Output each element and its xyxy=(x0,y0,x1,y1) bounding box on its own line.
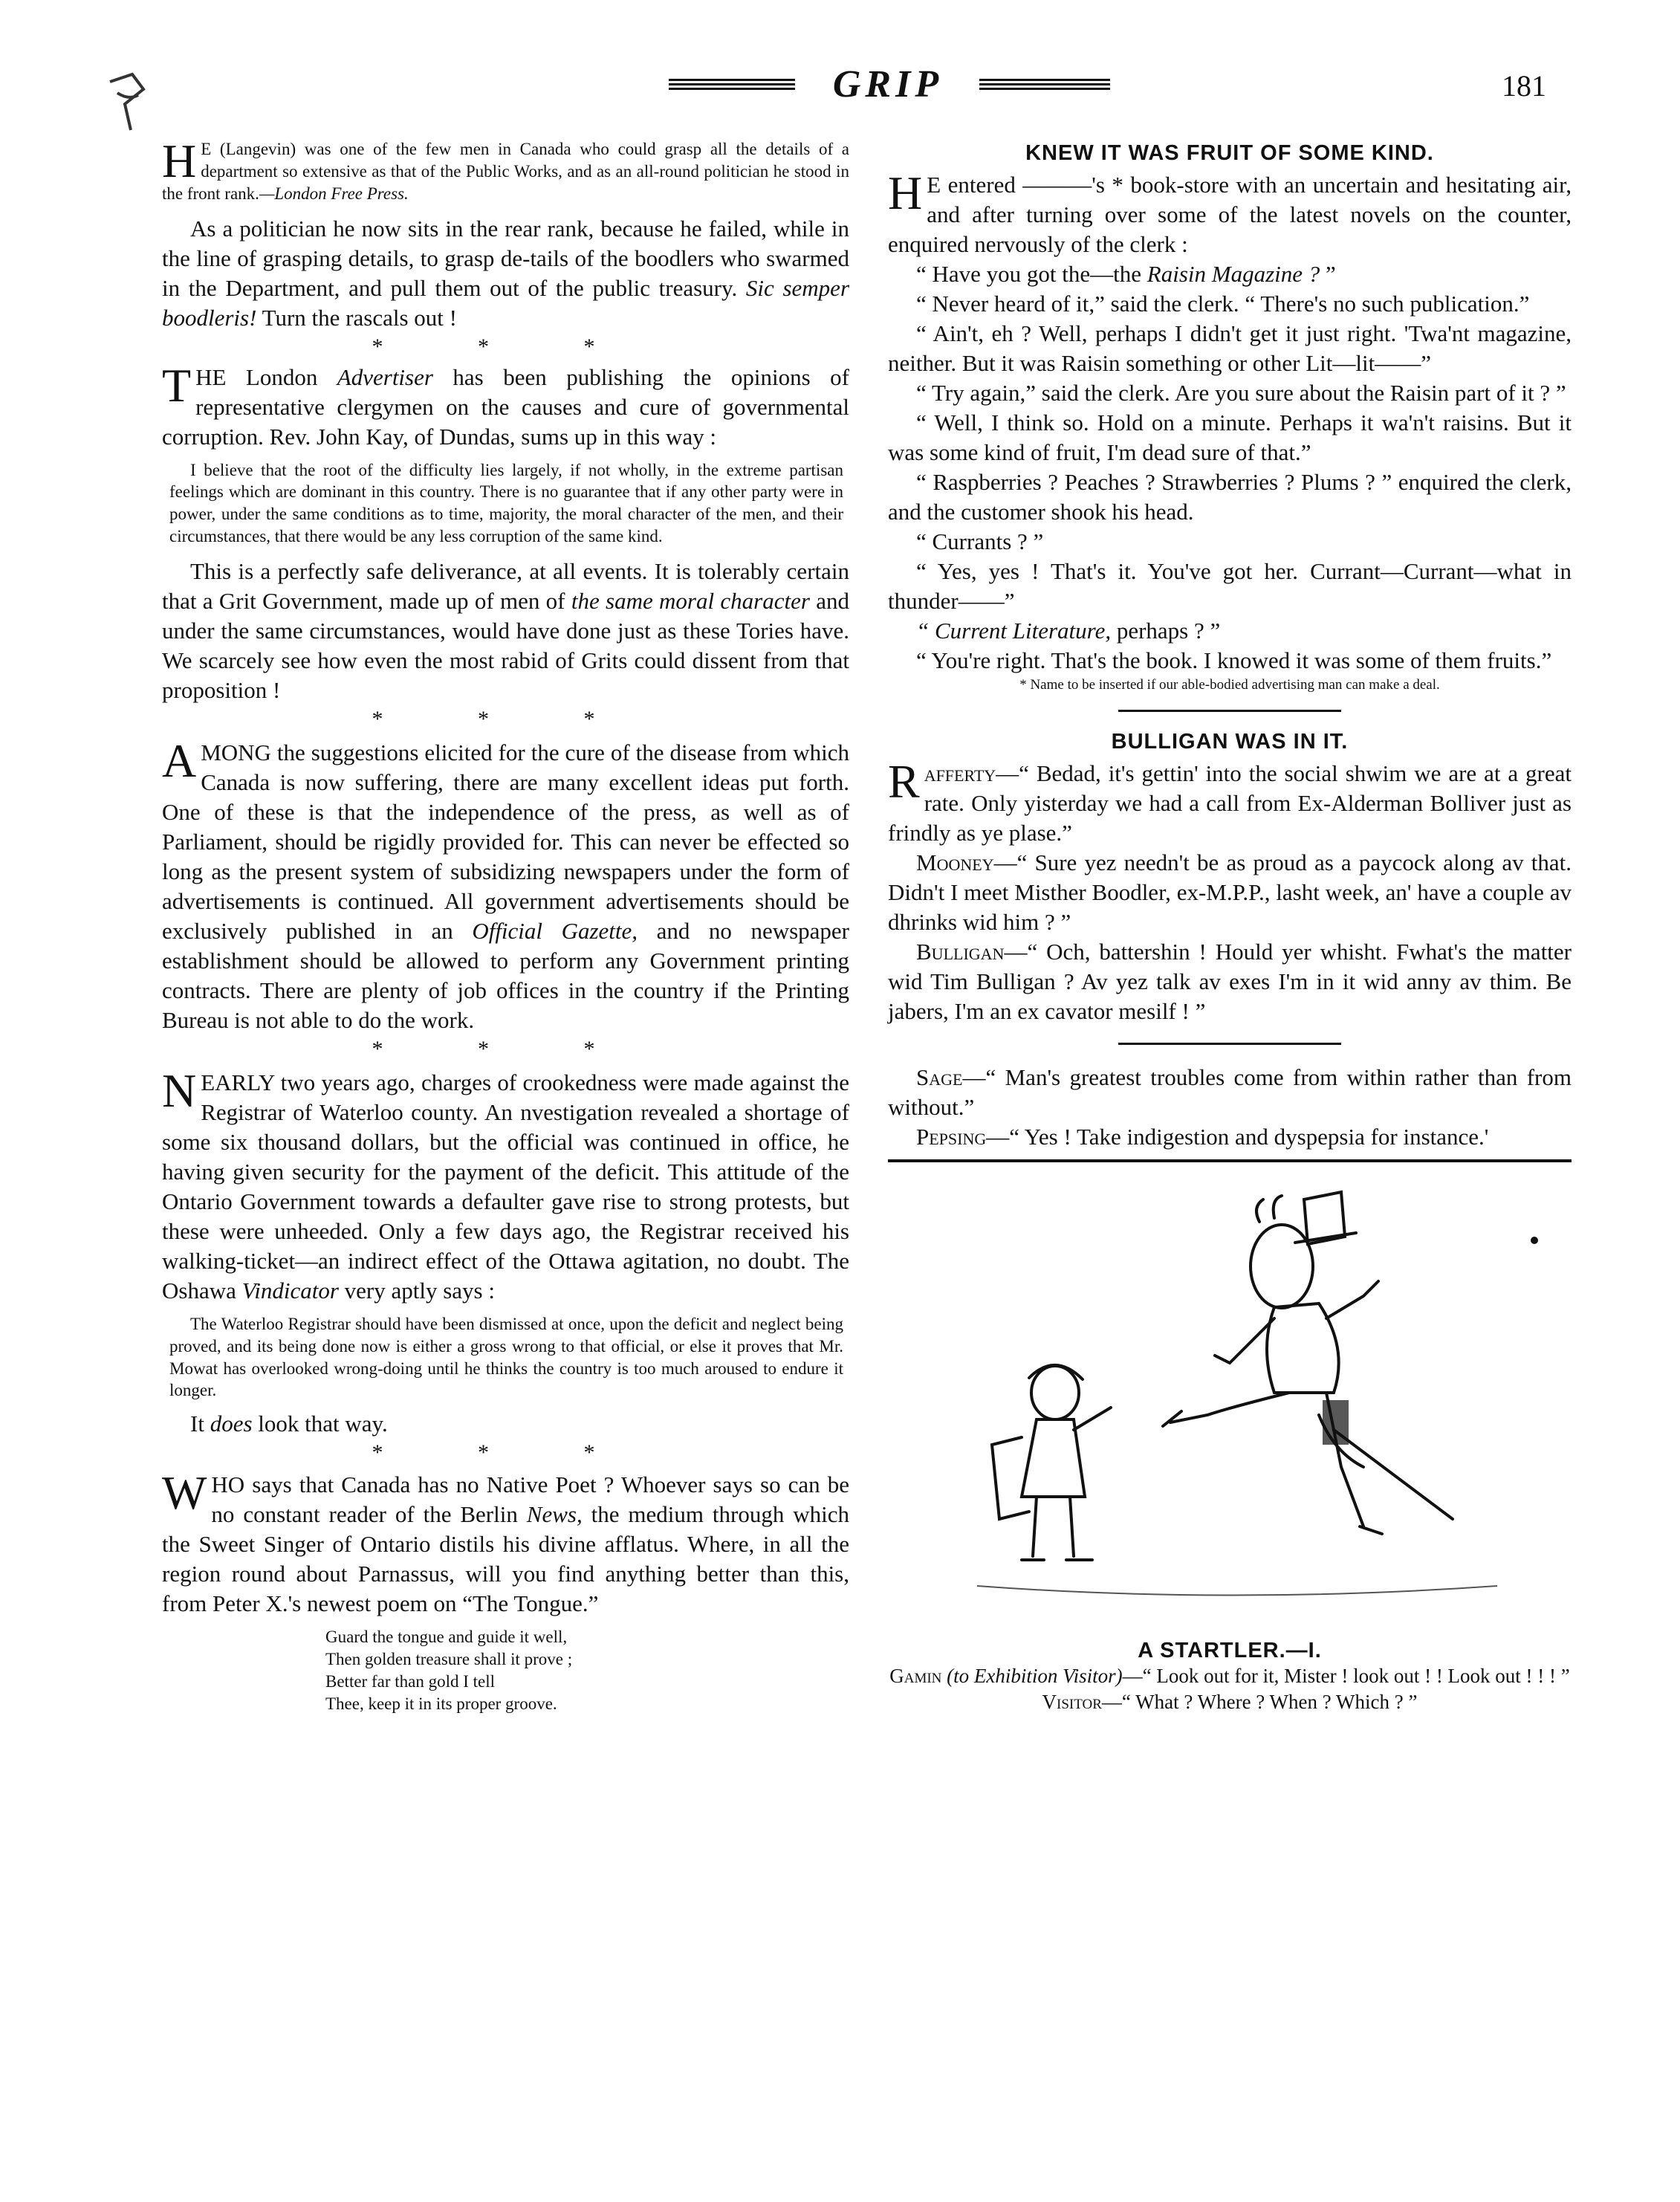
left-column xyxy=(162,135,850,1715)
fruit-story-opening: HE entered ———'s * book-store with an uncertain and hesitating air, and after turning over some of the latest novels on the counter, enquired nervously of the clerk : xyxy=(888,166,1572,257)
corner-mark-icon xyxy=(103,59,162,141)
kay-quote: I believe that the root of the difficulty lies largely, if not wholly, in the extreme partisan feelings which are dominant in this country. There is no guarantee that if any other party were in power, under the same conditions as to time, majority, the moral character of the men, and their circumstances, that there would be any less corruption of the same kind. xyxy=(169,460,843,546)
bulligan-headline: BULLIGAN WAS IN IT. xyxy=(1111,729,1349,754)
section-divider xyxy=(1118,1043,1341,1045)
fruit-story-line: “ Ain't, eh ? Well, perhaps I didn't get it just right. 'Twa'nt magazine, neither. But it was Raisin something or other Lit—lit——” xyxy=(888,320,1572,376)
fruit-story-line: “ Current Literature, perhaps ? ” xyxy=(916,617,1221,644)
poem-line: Then golden treasure shall it prove ; xyxy=(325,1650,573,1669)
section-stars: * * * xyxy=(372,1036,640,1061)
cartoon-caption-gamin: Gamin (to Exhibition Visitor)—“ Look out for it, Mister ! look out ! ! Look out ! ! ! ” xyxy=(889,1664,1570,1687)
footnote: * Name to be inserted if our able-bodied advertising man can make a deal. xyxy=(1019,676,1440,693)
right-column xyxy=(888,138,1572,1715)
cartoon-caption-title: A STARTLER.—I. xyxy=(1138,1638,1322,1662)
section-stars: * * * xyxy=(372,334,640,359)
fruit-headline: KNEW IT WAS FRUIT OF SOME KIND. xyxy=(1025,141,1434,165)
poem-line: Better far than gold I tell xyxy=(325,1672,496,1691)
native-poet-paragraph: WHO says that Canada has no Native Poet ? Whoever says so can be no constant reader of the Berlin News, the medium through which the Sweet Singer of Ontario distils his divine afflatus. Where, in all the region round about Parnassus, will you find anything better than this, from Peter X.'s newest poem on “The Tongue.” xyxy=(162,1466,849,1617)
poem-line: Guard the tongue and guide it well, xyxy=(325,1628,568,1647)
langevin-quote: HE (Langevin) was one of the few men in Canada who could grasp all the details of a department so extensive as that of the Public Works, and as an all-round politician he stood in the front rank.—London Free Press. xyxy=(162,135,849,203)
press-independence-paragraph: AMONG the suggestions elicited for the cure of the disease from which Canada is now suffering, there are many excellent ideas put forth. One of these is that the independence of the press, as well as of Parliament, should be rigidly provided for. This can never be effected so long as the present system of subsidizing newspapers under the form of advertisements is continued. All government advertisements should be exclusively published in an Official Gazette, and no newspaper establishment should be allowed to perform any Government printing contracts. There are plenty of job offices in the country if the Printing Bureau is not able to do the work. xyxy=(162,734,850,1033)
masthead-rule-left xyxy=(669,79,795,92)
cartoon-caption-visitor: Visitor—“ What ? Where ? When ? Which ? ” xyxy=(1042,1690,1418,1713)
masthead-title: GRIP xyxy=(832,63,944,106)
section-divider xyxy=(1118,710,1341,712)
dialogue-mooney: Mooney—“ Sure yez needn't be as proud as a paycock along av that. Didn't I meet Misther Boodler, ex-M.P.P., lasht week, an' have a couple av dhrinks wid him ? ” xyxy=(888,849,1572,935)
advertiser-paragraph: THE London Advertiser has been publishing the opinions of representative clergymen on the causes and cure of governmental corruption. Rev. John Kay, of Dundas, sums up in this way : xyxy=(162,358,849,450)
fruit-story-line: “ You're right. That's the book. I knowed it was some of them fruits.” xyxy=(916,647,1552,673)
fruit-story-line: “ Currants ? ” xyxy=(916,528,1044,554)
dialogue-sage: Sage—“ Man's greatest troubles come from within rather than from without.” xyxy=(888,1063,1572,1120)
page-number: 181 xyxy=(1502,69,1546,103)
dialogue-pepsing: Pepsing—“ Yes ! Take indigestion and dyspepsia for instance.' xyxy=(916,1123,1489,1150)
dialogue-bulligan: Bulligan—“ Och, battershin ! Hould yer whisht. Fwhat's the matter wid Tim Bulligan ? Av yez talk av exes I'm in it wid anny av thim. Be jabers, I'm an ex cavator mesilf ! ” xyxy=(888,938,1572,1024)
masthead-rule-right xyxy=(979,79,1110,92)
fruit-story-line: “ Well, I think so. Hold on a minute. Perhaps it wa'n't raisins. But it was some kind of fruit, I'm dead sure of that.” xyxy=(888,409,1572,465)
that-way-line: It does look that way. xyxy=(190,1411,388,1437)
fruit-story-line: “ Try again,” said the clerk. Are you sure about the Raisin part of it ? ” xyxy=(916,379,1566,406)
fruit-story-line: “ Have you got the—the Raisin Magazine ? ” xyxy=(916,260,1336,287)
section-divider xyxy=(888,1159,1572,1162)
cartoon-illustration xyxy=(888,1170,1572,1631)
vindicator-quote: The Waterloo Registrar should have been dismissed at once, upon the deficit and neglect being proved, and its being done now is either a gross wrong to that official, or else it proves that Mr. Mowat has overlooked wrong-doing until he thinks the country is too much aroused to endure it longer. xyxy=(169,1314,843,1400)
section-stars: * * * xyxy=(372,1440,640,1466)
langevin-comment: As a politician he now sits in the rear rank, because he failed, while in the line of grasping details, to grasp de-tails of the boodlers who swarmed in the Department, and pull them out of the public treasury. Sic semper boodleris! Turn the rascals out ! xyxy=(162,215,850,331)
waterloo-registrar-paragraph: NEARLY two years ago, charges of crookedness were made against the Registrar of Waterloo county. An nvestigation revealed a shortage of some six thousand dollars, but the official was continued in office, he having given security for the payment of the deficit. This attitude of the Ontario Government towards a defaulter gave rise to strong protests, but these were unheeded. Only a few days ago, the Registrar received his walking-ticket—an indirect effect of the Ottawa agitation, no doubt. The Oshawa Vindicator very aptly says : xyxy=(162,1063,849,1304)
poem-line: Thee, keep it in its proper groove. xyxy=(325,1694,557,1713)
dialogue-rafferty: Rafferty—“ Bedad, it's gettin' into the social shwim we are at a great rate. Only yisterday we had a call from Ex-Alderman Bolliver just as frindly as ye plase.” xyxy=(888,754,1572,846)
masthead xyxy=(0,62,1680,107)
fruit-story-line: “ Yes, yes ! That's it. You've got her. Currant—Currant—what in thunder——” xyxy=(888,557,1572,614)
deliverance-paragraph: This is a perfectly safe deliverance, at all events. It is tolerably certain that a Grit Government, made up of men of the same moral character and under the same circumstances, would have done just as these Tories have. We scarcely see how even the most rabid of Grits could dissent from that proposition ! xyxy=(162,558,849,704)
fruit-story-line: “ Never heard of it,” said the clerk. “ There's no such publication.” xyxy=(916,290,1530,317)
section-stars: * * * xyxy=(372,707,640,732)
poem xyxy=(325,1626,849,1715)
fruit-story-line: “ Raspberries ? Peaches ? Strawberries ? Plums ? ” enquired the clerk, and the customer shook his head. xyxy=(888,468,1572,525)
